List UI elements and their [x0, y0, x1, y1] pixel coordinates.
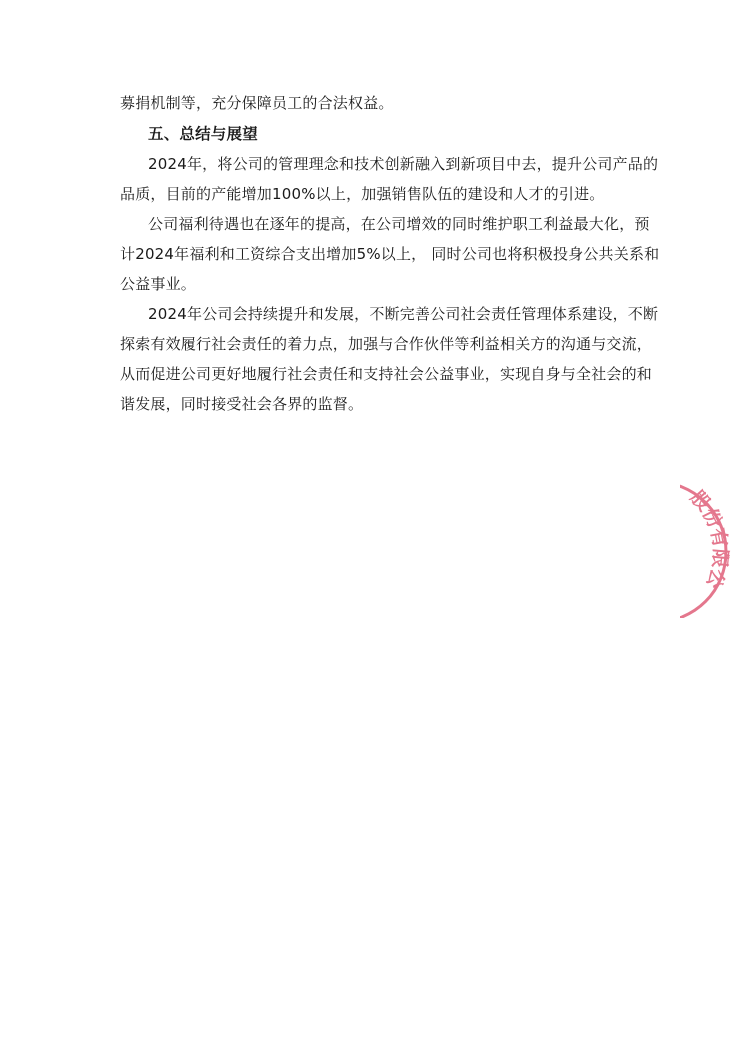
- paragraph-3-line-3: 从而促进公司更好地履行社会责任和支持社会公益事业，实现自身与全社会的和: [120, 365, 653, 383]
- paragraph-3-line-1: 2024年公司会持续提升和发展，不断完善公司社会责任管理体系建设，不断: [148, 305, 659, 323]
- paragraph-2-line-3: 公益事业。: [120, 275, 197, 293]
- paragraph-3-line-2: 探索有效履行社会责任的着力点，加强与合作伙伴等利益相关方的沟通与交流，: [120, 335, 653, 353]
- paragraph-1-line-1: 2024年，将公司的管理理念和技术创新融入到新项目中去，提升公司产品的: [148, 155, 659, 173]
- paragraph-3-line-4: 谐发展，同时接受社会各界的监督。: [120, 395, 364, 413]
- continuation-line: 募捐机制等，充分保障员工的合法权益。: [120, 94, 394, 112]
- company-seal-stamp: [680, 478, 740, 618]
- paragraph-1-line-2: 品质，目前的产能增加100%以上，加强销售队伍的建设和人才的引进。: [120, 185, 605, 203]
- seal-text: 股份有限公: [685, 486, 732, 592]
- paragraph-2-line-1: 公司福利待遇也在逐年的提高，在公司增效的同时维护职工利益最大化，预: [148, 215, 650, 233]
- paragraph-2-line-2: 计2024年福利和工资综合支出增加5%以上， 同时公司也将积极投身公共关系和: [120, 245, 660, 263]
- section-heading: 五、总结与展望: [148, 125, 258, 143]
